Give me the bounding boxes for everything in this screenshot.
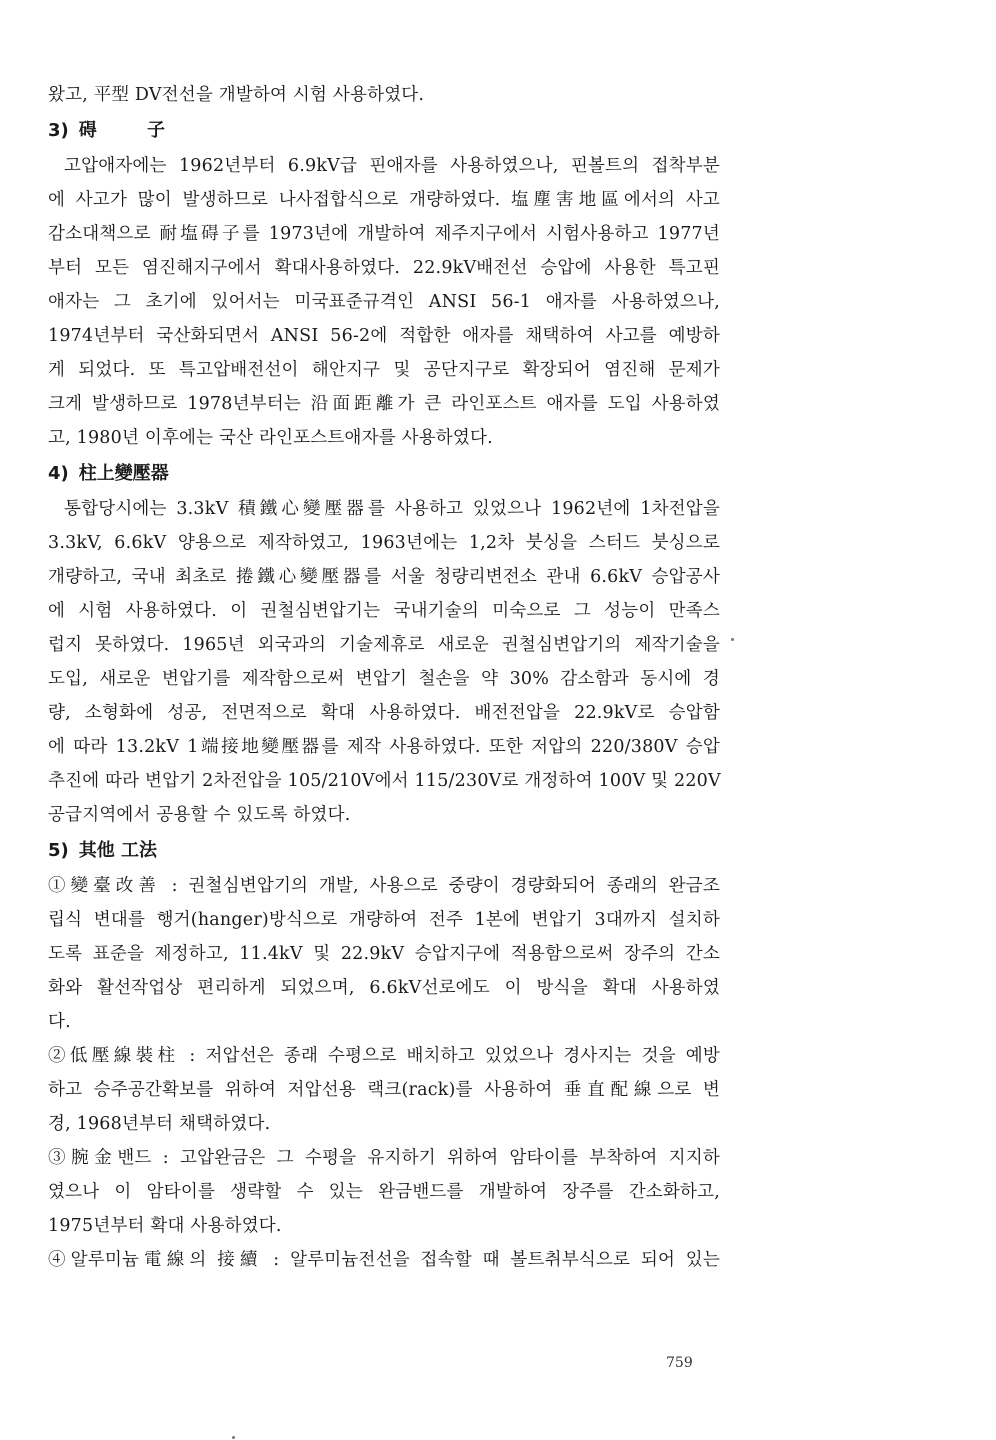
page-number: 759 [666,1355,693,1371]
paragraph-line: 고압애자에는 1962년부터 6.9kV급 핀애자를 사용하였으나, 핀볼트의 접착부분 [64,156,720,176]
paragraph-line: 도입, 새로운 변압기를 제작함으로써 변압기 철손을 약 30% 감소함과 동시에 경 [48,669,720,689]
section-number: 3) [48,120,69,141]
paragraph-line: 하고 승주공간확보를 위하여 저압선용 랙크(rack)를 사용하여 垂直配線으로 변 [48,1080,720,1100]
paragraph-line: 에 시험 사용하였다. 이 권철심변압기는 국내기술의 미숙으로 그 성능이 만족스 [48,601,720,621]
section-number: 5) [48,840,69,861]
section-heading-insulators [48,113,720,149]
paragraph-line: 3.3kV, 6.6kV 양용으로 제작하였고, 1963년에는 1,2차 붓싱을 스터드 붓싱으로 [48,533,720,553]
paragraph-line: 다. [48,1012,71,1032]
paragraph-line: 였으나 이 암타이를 생략할 수 있는 완금밴드를 개발하여 장주를 간소화하고, [48,1182,720,1202]
paragraph-line: 에 따라 13.2kV 1端接地變壓器를 제작 사용하였다. 또한 저압의 220/380V 승압 [48,737,720,757]
list-item [48,1141,720,1243]
paragraph-line: 부터 모든 염진해지구에서 확대사용하였다. 22.9kV배전선 승압에 사용한 특고핀 [48,258,720,278]
paragraph-line: 에 사고가 많이 발생하므로 나사접합식으로 개량하였다. 塩塵害地區에서의 사고 [48,190,720,210]
paragraph-line: 럽지 못하였다. 1965년 외국과의 기술제휴로 새로운 권철심변압기의 제작기술을 [48,635,720,655]
paragraph-line: 게 되었다. 또 특고압배전선이 해안지구 및 공단지구로 확장되어 염진해 문제가 [48,360,720,380]
paragraph-line: 감소대책으로 耐塩碍子를 1973년에 개발하여 제주지구에서 시험사용하고 1977년 [48,224,720,244]
section-title: 柱上變壓器 [78,463,169,484]
paragraph-line: 1974년부터 국산화되면서 ANSI 56-2에 적합한 애자를 채택하여 사고를 예방하 [48,326,720,346]
section-title: 其他 工法 [78,840,158,861]
paragraph-line: ④알루미늄電線의 接續 : 알루미늄전선을 접속할 때 볼트취부식으로 되어 있는 [48,1250,720,1270]
paragraph-line: 추진에 따라 변압기 2차전압을 105/210V에서 115/230V로 개정하여 100V 및 220V [48,771,721,791]
section-title: 碍 子 [78,120,188,141]
paragraph-line: 경, 1968년부터 채택하였다. [48,1114,271,1134]
document-page [48,78,720,1277]
paragraph-line: ②低壓線裝柱 : 저압선은 종래 수평으로 배치하고 있었으나 경사지는 것을 예방 [48,1046,720,1066]
list-item [48,869,720,1039]
scan-speck [232,1436,235,1439]
paragraph-line: ③腕金밴드 : 고압완금은 그 수평을 유지하기 위하여 암타이를 부착하여 지지하 [48,1148,720,1168]
paragraph-line: 통합당시에는 3.3kV 積鐵心變壓器를 사용하고 있었으나 1962년에 1차전압을 [64,499,720,519]
paragraph-line: ①變臺改善 : 권철심변압기의 개발, 사용으로 중량이 경량화되어 종래의 완금조 [48,876,720,896]
section-number: 4) [48,463,69,484]
scan-speck [731,638,734,641]
paragraph-line: 크게 발생하므로 1978년부터는 沿面距離가 큰 라인포스트 애자를 도입 사용하였 [48,394,720,414]
paragraph-line: 1975년부터 확대 사용하였다. [48,1216,282,1236]
paragraph-line: 개량하고, 국내 최초로 捲鐵心變壓器를 서울 청량리변전소 관내 6.6kV 승압공사 [48,567,720,587]
paragraph-line: 왔고, 平型 DV전선을 개발하여 시험 사용하였다. [48,85,425,105]
paragraph-line: 화와 활선작업상 편리하게 되었으며, 6.6kV선로에도 이 방식을 확대 사용하였 [48,978,720,998]
section-heading-pole-transformer [48,456,720,492]
paragraph-line: 량, 소형화에 성공, 전면적으로 확대 사용하였다. 배전전압을 22.9kV로 승압함 [48,703,720,723]
section-heading-other-methods [48,833,720,869]
paragraph-line: 립식 변대를 행거(hanger)방식으로 개량하여 전주 1본에 변압기 3대까지 설치하 [48,910,720,930]
paragraph-line: 도록 표준을 제정하고, 11.4kV 및 22.9kV 승압지구에 적용함으로써 장주의 간소 [48,944,720,964]
list-item [48,1039,720,1141]
list-item [48,1243,720,1277]
paragraph-line: 공급지역에서 공용할 수 있도록 하였다. [48,805,351,825]
paragraph-line: 고, 1980년 이후에는 국산 라인포스트애자를 사용하였다. [48,428,493,448]
paragraph-line: 애자는 그 초기에 있어서는 미국표준규격인 ANSI 56-1 애자를 사용하였으나, [48,292,720,312]
